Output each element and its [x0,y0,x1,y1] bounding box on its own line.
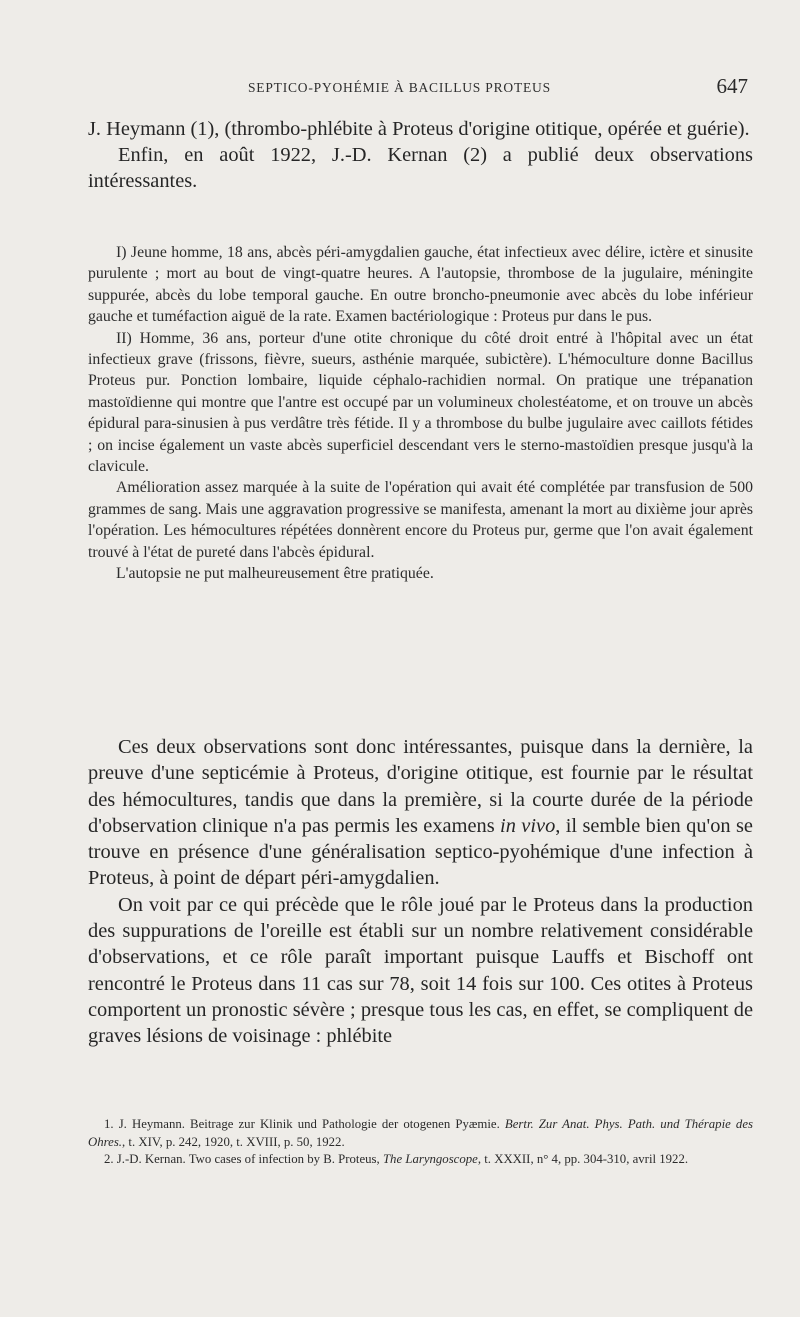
footnote-2-ref: , t. XXXII, n° 4, pp. 304-310, avril 1922. [477,1152,689,1167]
intro-text [88,116,753,194]
page-number: 647 [716,74,748,98]
footnote-1-author: 1. J. Heymann. Beitrage zur Klinik und Pathologie der otogenen Pyæmie. [104,1117,505,1131]
footnotes [88,1116,753,1169]
discussion-text [88,734,753,1050]
page-header [88,74,752,104]
in-vivo-italic: in vivo [500,814,556,837]
footnote-2-journal: The Laryngoscope [382,1152,478,1167]
footnote-2 [88,1151,753,1169]
running-title: SEPTICO-PYOHÉMIE À BACILLUS PROTEUS [248,80,551,95]
discussion-p1-start: Ces deux observations sont donc intéressantes, puisque dans la dernière, la preuve d'une septicémie à Proteus, d'origine otitique, est fournie par le résultat des hémocultures, tandis que dans la première, si la courte durée de la période d'observation clinique n'a pas permis les examens [88,736,753,837]
observation-2-outcome: Amélioration assez marquée à la suite de l'opération qui avait été complétée par transfusion de 500 grammes de sang. Mais une aggravation progressive se manifesta, amenant la mort au dixième jour après l'opération. Les hémocultures répétées donnèrent encore du Proteus pur, germe que l'on avait également trouvé à l'état de pureté dans l'abcès épidural. [88,479,753,561]
case-observations [88,242,753,585]
footnote-2-author: 2. J.-D. Kernan. Two cases of infection by B. Proteus, [104,1152,383,1167]
intro-paragraph-heymann: J. Heymann (1), (thrombo-phlébite à Proteus d'origine otitique, opérée et guérie). [88,118,750,140]
intro-paragraph-kernan: Enfin, en août 1922, J.-D. Kernan (2) a publié deux observations intéressantes. [88,144,753,192]
discussion-paragraph-2: On voit par ce qui précède que le rôle joué par le Proteus dans la production des suppurations de l'oreille est établi sur un nombre relativement considérable d'observations, et ce rôle paraît important puisque Lauffs et Bischoff ont rencontré le Proteus dans 11 cas sur 78, soit 14 fois sur 100. Ces otites à Proteus comportent un pronostic sévère ; presque tous les cas, en effet, se compliquent de graves lésions de voisinage : phlébite [88,893,753,1048]
footnote-1-journal: Bertr. Zur Anat. Phys. Path. und Thérapie des Ohres. [88,1117,753,1149]
discussion-p1-end: , il semble bien qu'on se trouve en présence d'une généralisation septico-pyohémique d'une infection à Proteus, à point de départ péri-amygdalien. [88,814,753,890]
footnote-1-ref: , t. XIV, p. 242, 1920, t. XVIII, p. 50, 1922. [122,1134,345,1149]
observation-2: II) Homme, 36 ans, porteur d'une otite chronique du côté droit entré à l'hôpital avec un état infectieux grave (frissons, fièvre, sueurs, asthénie marquée, subictère). L'hémoculture donne Bacillus Proteus pur. Ponction lombaire, liquide céphalo-rachidien normal. On pratique une trépanation mastoïdienne qui montre que l'antre est occupé par un volumineux cholestéatome, et on trouve un abcès épidural para-sinusien à pus verdâtre très fétide. Il y a thrombose du bulbe jugulaire avec caillots fétides ; on incise également un vaste abcès superficiel descendant vers le sterno-mastoïdien presque jusqu'à la clavicule. [88,329,753,476]
observation-2-autopsy: L'autopsie ne put malheureusement être pratiquée. [116,565,434,583]
discussion-paragraph-1 [88,734,753,892]
observation-1: I) Jeune homme, 18 ans, abcès péri-amygdalien gauche, état infectieux avec délire, ictère et sinusite purulente ; mort au bout de vingt-quatre heures. A l'autopsie, thrombose de la jugulaire, méningite suppurée, abcès du lobe temporal gauche. En outre broncho-pneumonie avec abcès du lobe inférieur gauche et tuméfaction aiguë de la rate. Examen bactériologique : Proteus pur dans le pus. [88,244,753,326]
footnote-1 [88,1116,753,1151]
